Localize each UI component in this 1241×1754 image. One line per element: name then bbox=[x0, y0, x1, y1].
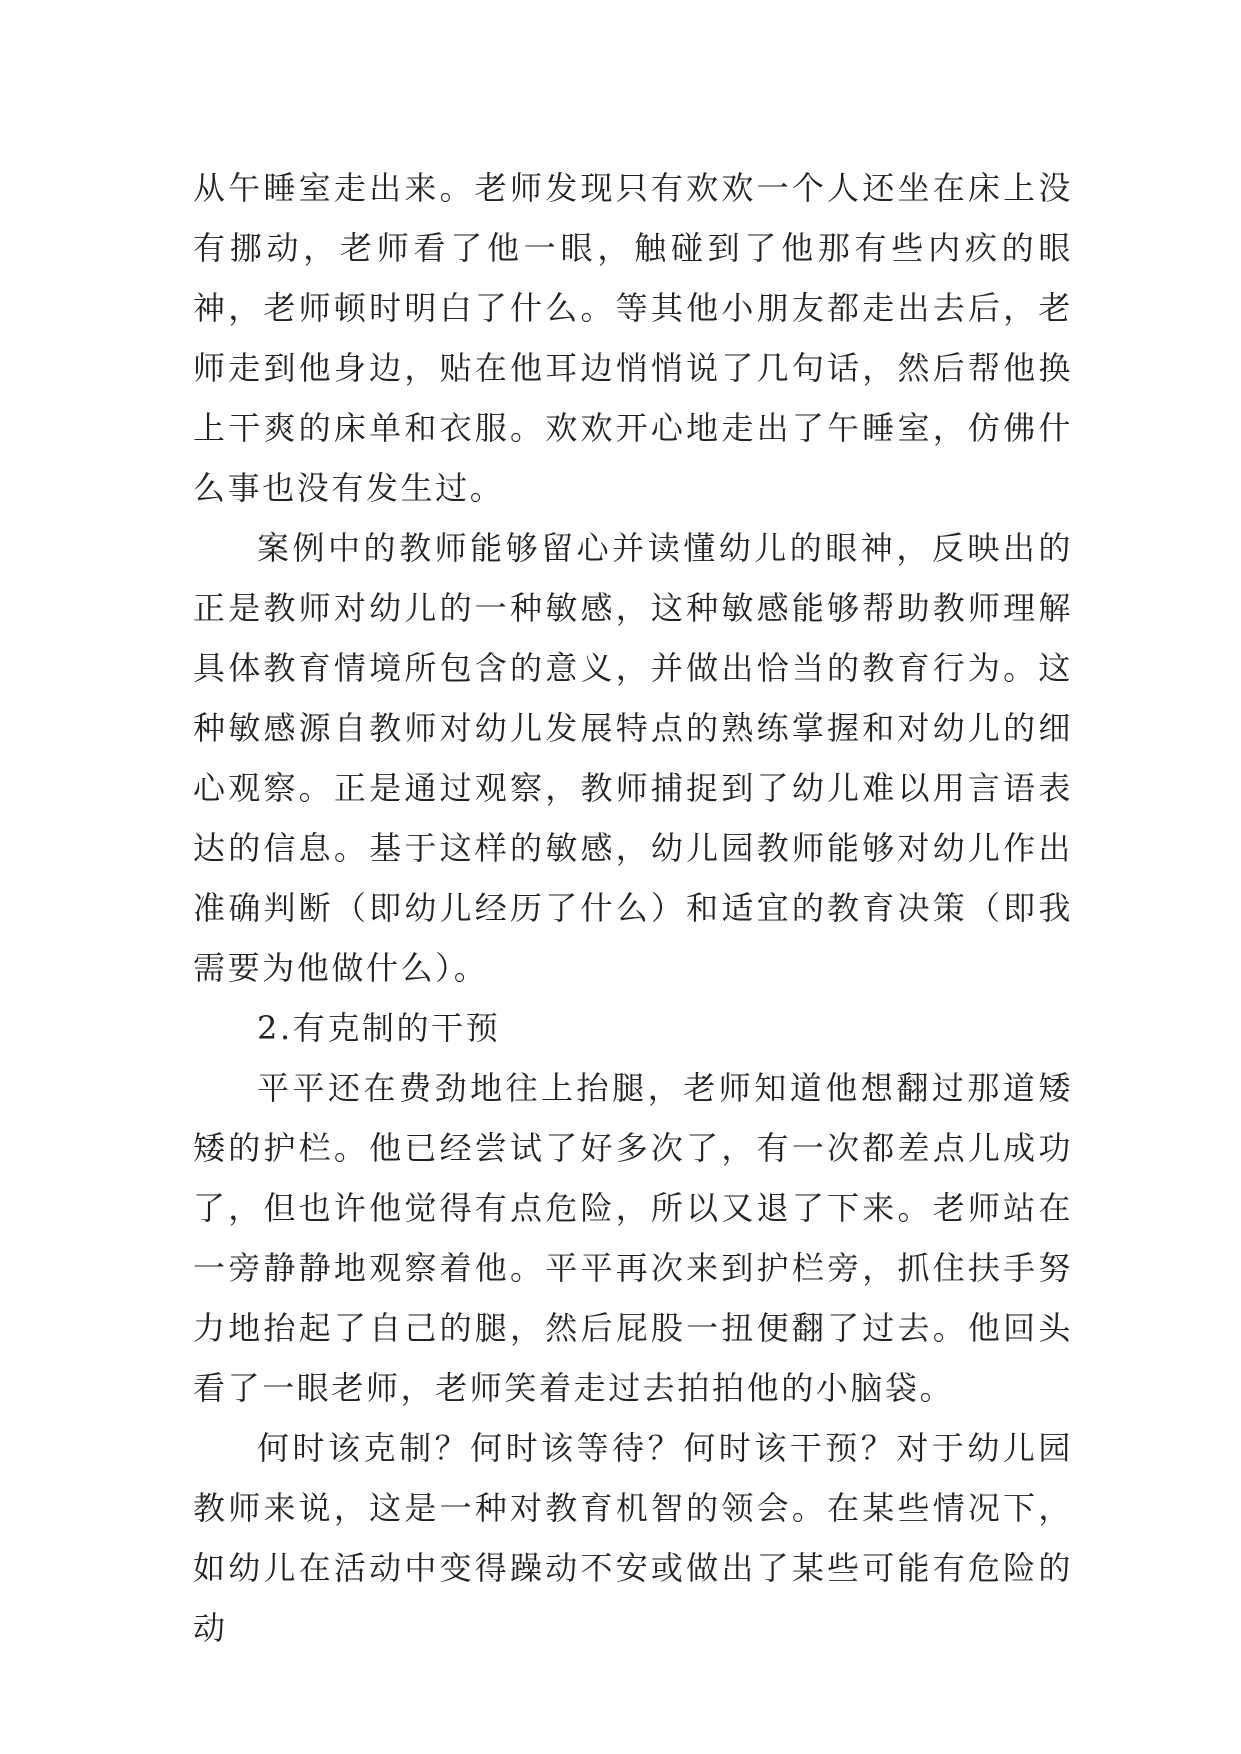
body-text bbox=[193, 158, 1073, 1658]
paragraph-1: 从午睡室走出来。老师发现只有欢欢一个人还坐在床上没有挪动，老师看了他一眼，触碰到了他那有些内疚的眼神，老师顿时明白了什么。等其他小朋友都走出去后，老师走到他身边，贴在他耳边悄悄说了几句话，然后帮他换上干爽的床单和衣服。欢欢开心地走出了午睡室，仿佛什么事也没有发生过。 bbox=[193, 169, 1073, 507]
section-heading: 2.有克制的干预 bbox=[257, 1009, 501, 1047]
paragraph-4: 何时该克制？何时该等待？何时该干预？对于幼儿园教师来说，这是一种对教育机智的领会。在某些情况下，如幼儿在活动中变得躁动不安或做出了某些可能有危险的动 bbox=[193, 1429, 1073, 1647]
paragraph-2: 案例中的教师能够留心并读懂幼儿的眼神，反映出的正是教师对幼儿的一种敏感，这种敏感能够帮助教师理解具体教育情境所包含的意义，并做出恰当的教育行为。这种敏感源自教师对幼儿发展特点的熟练掌握和对幼儿的细心观察。正是通过观察，教师捕捉到了幼儿难以用言语表达的信息。基于这样的敏感，幼儿园教师能够对幼儿作出准确判断（即幼儿经历了什么）和适宜的教育决策（即我需要为他做什么）。 bbox=[193, 529, 1073, 987]
paragraph-3: 平平还在费劲地往上抬腿，老师知道他想翻过那道矮矮的护栏。他已经尝试了好多次了，有一次都差点儿成功了，但也许他觉得有点危险，所以又退了下来。老师站在一旁静静地观察着他。平平再次来到护栏旁，抓住扶手努力地抬起了自己的腿，然后屁股一扭便翻了过去。他回头看了一眼老师，老师笑着走过去拍拍他的小脑袋。 bbox=[193, 1069, 1073, 1407]
